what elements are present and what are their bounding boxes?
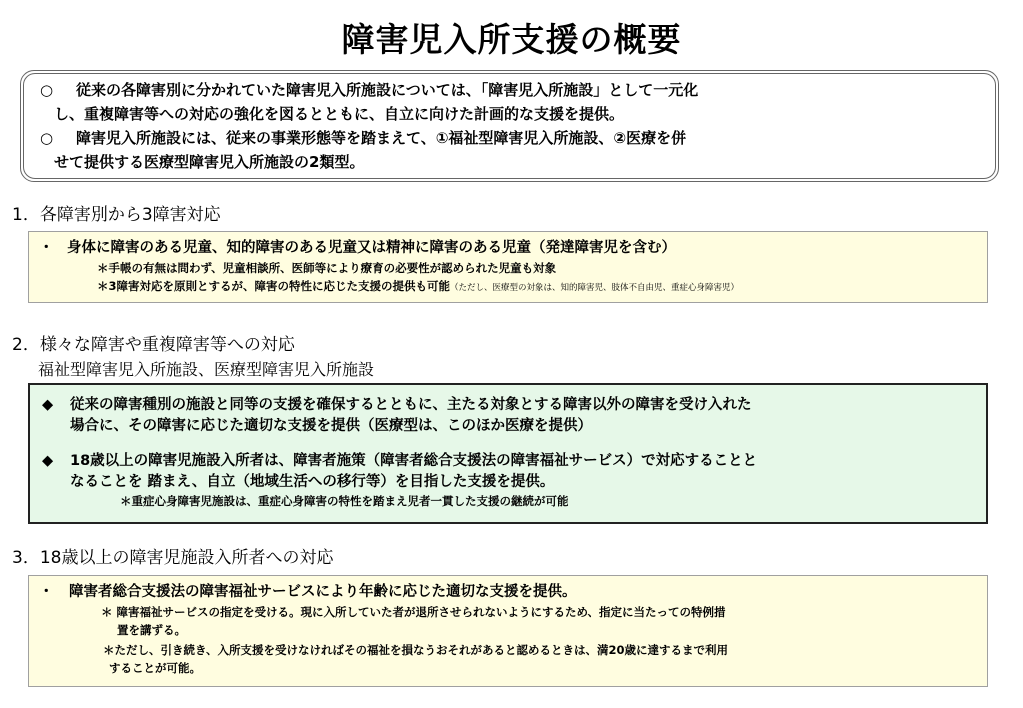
section2-subheading: 福祉型障害児入所施設、医療型障害児入所施設: [38, 360, 375, 379]
section2-box: [28, 383, 988, 524]
summary-box-inner: [23, 73, 996, 179]
section3-note2: [39, 641, 987, 677]
section3-main-text: 障害者総合支援法の障害福祉サービスにより年齢に応じた適切な支援を提供。: [69, 584, 577, 600]
section3-note2-line1: ＊ただし、引き続き、入所支援を受けなければその福祉を損なうおそれがあると認めるときは、満20歳に達するまで利用: [103, 643, 729, 657]
section1-main-line: [39, 238, 987, 259]
summary-box: [20, 70, 999, 182]
section2-bullet1: [42, 395, 986, 437]
section2-b1-line1: 従来の障害種別の施設と同等の支援を確保するとともに、主たる対象とする障害以外の障害を受け入れた: [70, 397, 752, 413]
section2-b2-note: ＊重症心身障害児施設は、重症心身障害の特性を踏まえ児者一貫した支援の継続が可能: [120, 494, 569, 508]
section3-note1: [39, 603, 987, 639]
section3-note1-line2: 置を講ずる。: [117, 623, 186, 637]
page-title: 障害児入所支援の概要: [341, 20, 682, 59]
section1-main-text: 身体に障害のある児童、知的障害のある児童又は精神に障害のある児童（発達障害児を含む）: [67, 240, 676, 256]
section1-note1: ＊手帳の有無は問わず、児童相談所、医師等により療育の必要性が認められた児童も対象: [97, 261, 557, 275]
section3-main-line: [39, 582, 987, 603]
section3-note2-line2: することが可能。: [109, 661, 201, 675]
bullet-dot-icon: ・: [39, 584, 54, 600]
circle-bullet-icon: ○: [40, 81, 54, 99]
summary-p1-line2: し、重複障害等への対応の強化を図るとともに、自立に向けた計画的な支援を提供。: [54, 105, 625, 123]
section2-b2-line2: なることを 踏まえ、自立（地域生活への移行等）を目指した支援を提供。: [70, 474, 555, 490]
section2-heading: 2．様々な障害や重複障害等への対応: [12, 335, 295, 355]
section3-box: [28, 575, 988, 687]
diamond-bullet-icon: ◆: [42, 397, 54, 413]
diamond-bullet-icon: ◆: [42, 453, 54, 469]
section1-heading: 1．各障害別から3障害対応: [12, 205, 221, 225]
section1-box: [28, 231, 988, 303]
section2-b1-line2: 場合に、その障害に応じた適切な支援を提供（医療型は、このほか医療を提供）: [70, 418, 592, 434]
section1-note2-small: （ただし、医療型の対象は、知的障害児、肢体不自由児、重症心身障害児）: [450, 283, 740, 293]
section1-note2-text: ＊3障害対応を原則とするが、障害の特性に応じた支援の提供も可能: [97, 279, 450, 293]
section3-heading: 3．18歳以上の障害児施設入所者への対応: [12, 548, 334, 568]
summary-p1-line1: 従来の各障害別に分かれていた障害児入所施設については、「障害児入所施設」として一元化: [76, 81, 699, 99]
bullet-dot-icon: ・: [39, 240, 54, 256]
summary-p2-line1: 障害児入所施設には、従来の事業形態等を踏まえて、①福祉型障害児入所施設、②医療を併: [76, 129, 687, 147]
section1-note2: [39, 278, 987, 297]
summary-paragraph-1: [40, 78, 985, 126]
section2-bullet2: [42, 451, 986, 493]
section2-b2-line1: 18歳以上の障害児施設入所者は、障害者施策（障害者総合支援法の障害福祉サービス）で対応することと: [70, 453, 758, 469]
section3-note1-line1: ＊ 障害福祉サービスの指定を受ける。現に入所していた者が退所させられないようにするため、指定に当たっての特例措: [101, 605, 726, 619]
circle-bullet-icon: ○: [40, 129, 54, 147]
summary-paragraph-2: [40, 126, 985, 174]
summary-p2-line2: せて提供する医療型障害児入所施設の2類型。: [54, 153, 365, 171]
